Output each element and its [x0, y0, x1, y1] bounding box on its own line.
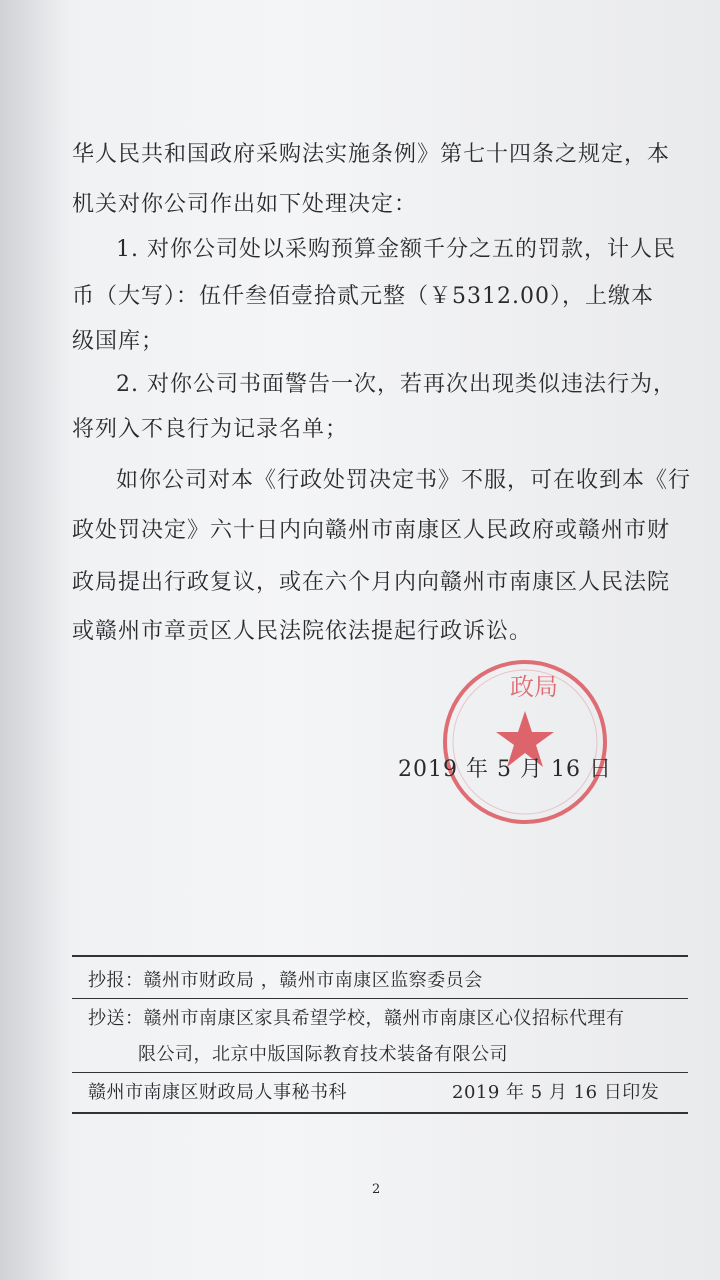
issue-date: 2019 年 5 月 16 日印发	[452, 1082, 660, 1103]
decision-date: 2019 年 5 月 16 日	[398, 757, 612, 782]
footer-divider	[72, 1072, 688, 1073]
footer-divider	[72, 998, 688, 999]
footer-bottom-rule	[72, 1112, 688, 1114]
body-line: 或赣州市章贡区人民法院依法提起行政诉讼。	[72, 619, 533, 644]
body-line: 如你公司对本《行政处罚决定书》不服，可在收到本《行	[116, 468, 692, 493]
stamp-text: 政局	[510, 673, 558, 701]
body-line: 级国库；	[72, 329, 165, 354]
body-line: 1. 对你公司处以采购预算金额千分之五的罚款，计人民	[116, 237, 676, 262]
official-seal-stamp	[438, 655, 613, 830]
body-line: 政局提出行政复议，或在六个月内向赣州市南康区人民法院	[72, 570, 671, 595]
page-number: 2	[372, 1182, 381, 1197]
body-line: 华人民共和国政府采购法实施条例》第七十四条之规定，本	[72, 142, 671, 167]
cc-send-line-1: 抄送：赣州市南康区家具希望学校，赣州市南康区心仪招标代理有	[88, 1008, 625, 1029]
body-line: 币（大写）：伍仟叁佰壹拾贰元整（￥5312.00），上缴本	[72, 284, 654, 309]
issuer: 赣州市南康区财政局人事秘书科	[88, 1082, 347, 1103]
cc-send-line-2: 限公司，北京中版国际教育技术装备有限公司	[138, 1044, 508, 1065]
footer-top-rule	[72, 955, 688, 957]
body-line: 2. 对你公司书面警告一次，若再次出现类似违法行为，	[116, 372, 676, 397]
page-edge-shadow	[0, 0, 70, 1280]
body-line: 机关对你公司作出如下处理决定：	[72, 192, 418, 217]
cc-report: 抄报：赣州市财政局 ，赣州市南康区监察委员会	[88, 970, 483, 991]
body-line: 将列入不良行为记录名单；	[72, 417, 349, 442]
body-line: 政处罚决定》六十日内向赣州市南康区人民政府或赣州市财	[72, 518, 671, 543]
